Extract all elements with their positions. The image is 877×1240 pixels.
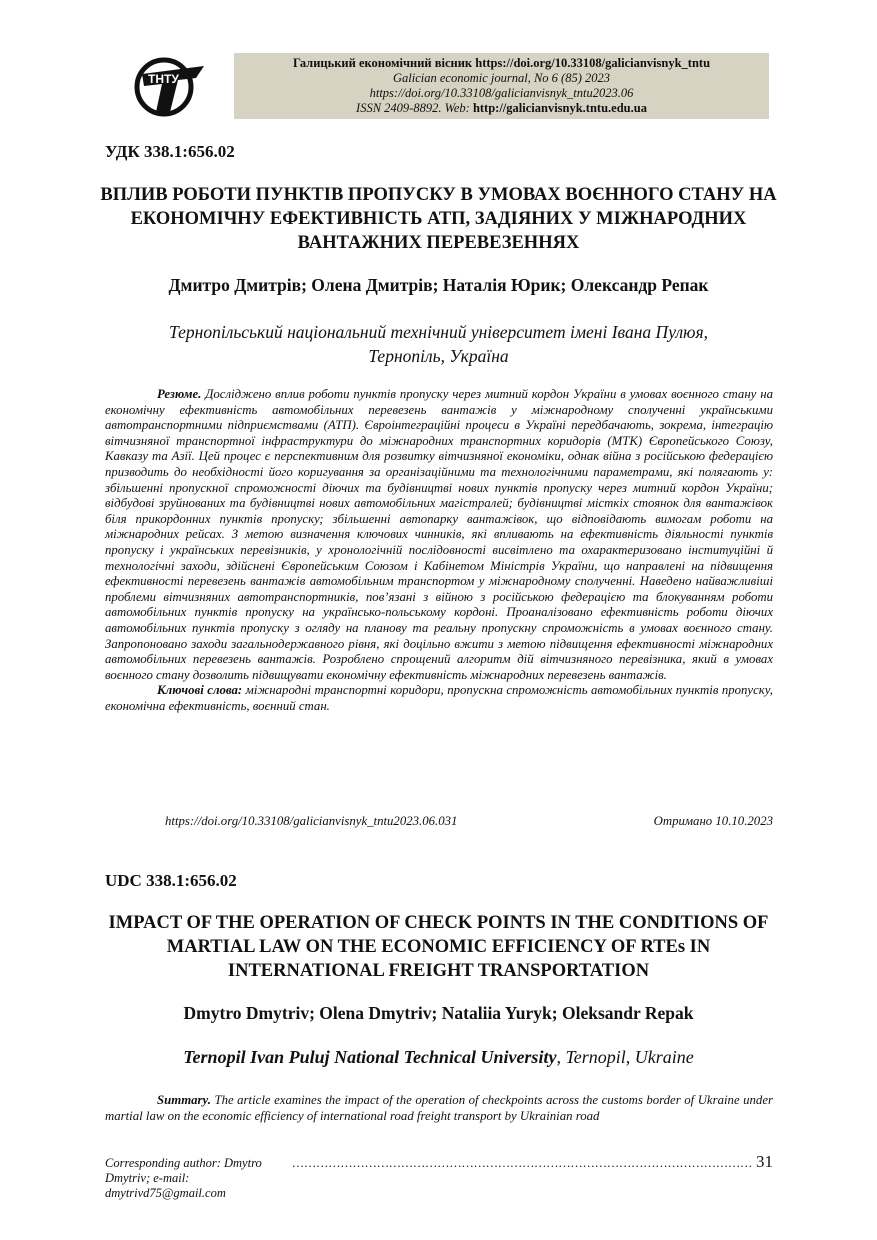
abstract-text: Досліджено вплив роботи пунктів пропуску через митний кордон України в умовах воєнного стану на економічну ефективність автомобільних перевезень вантажів у міжнародному сполученні українськими автотранспортними підприємствами (АТП). Євроінтеграційні процеси в Україні передбачають, зокрема, інтеграцію вітчизняної транспортної інфраструктури до міжнародних транспортних коридорів (МТК) Європейського Союзу, Кавказу та Азії. Цей процес є перспективним для розвитку вітчизняної економіки, однак війна з російською федерацією призводить до необхідності його коригування за організаційними та технологічними параметрами, які полягають у: збільшенні пропускної спроможності діючих та будівництві нових пунктів пропуску через митний кордон України; відбудові зруйнованих та будівництві нових автомобільних магістралей; будівництві місткіх стоянок для вантажівок біля прикордонних пунктів пропуску; збільшенні автопарку вантажівок, що відповідають вимогам роботи на міжнародних рейсах. З метою визначення ключових чинників, які впливають на ефективність діяльності пунктів пропуску і українських перевізників, у хронологічній послідовності висвітлено та охарактеризовано інституційні й технологічні заходи, здійснені Європейським Союзом і Кабінетом Міністрів України, що направлені на підвищення ефективності перевезень вантажів автомобільним транспортом у міжнародному сполученні. Наведено найважливіші проблеми вітчизняних автотранспортників, пов’язані з війною з російською федерацією та блокуванням роботи автомобільних пунктів пропуску на українсько-польському кордоні. Проаналізовано ефективність роботи діючих автомобільних пунктів пропуску з огляду на планову та реальну пропускну спроможність в умовах воєнного стану. Запропоновано заходи загальнодержавного рівня, які доцільно вжити з метою підвищення ефективності міжнародних автомобільних перевезень вантажів. Розроблено спрощений алгоритм дій вітчизняного перевізника, який в умовах воєнного стану дозволить підвищувати економічну ефективність міжнародних перевезень вантажів. — [105, 387, 773, 682]
journal-web-link[interactable]: http://galicianvisnyk.tntu.edu.ua — [472, 101, 647, 115]
leader-dots: …………………………………………………………………………………………………… — [292, 1156, 753, 1170]
received-date: Отримано 10.10.2023 — [653, 814, 773, 828]
keywords-label: Ключові слова: — [157, 683, 243, 698]
journal-line-2: Galician economic journal, No 6 (85) 2023 — [393, 71, 610, 85]
logo-text: ТНТУ — [148, 72, 179, 86]
authors-en: Dmytro Dmytriv; Olena Dmytriv; Nataliia Yuryk; Oleksandr Repak — [183, 1003, 694, 1023]
summary-en — [105, 1092, 773, 1124]
journal-line-3: https://doi.org/10.33108/galicianvisnyk_tntu2023.06 — [369, 86, 634, 100]
corresponding-author: Corresponding author: Dmytro Dmytriv; e-mail: dmytrivd75@gmail.com — [105, 1156, 262, 1200]
title-ua: ВПЛИВ РОБОТИ ПУНКТІВ ПРОПУСКУ В УМОВАХ ВОЄННОГО СТАНУ НА ЕКОНОМІЧНУ ЕФЕКТИВНІСТЬ АТП, ЗАДІЯНИХ У МІЖНАРОДНИХ ВАНТАЖНИХ ПЕРЕВЕЗЕННЯХ — [100, 185, 777, 253]
affiliation-ua: Тернопільський національний технічний університет імені Івана Пулюя, Тернопіль, Україна — [169, 322, 708, 366]
abstract-ua — [105, 387, 773, 714]
affiliation-en: Ternopil Ivan Puluj National Technical University, Ternopil, Ukraine — [183, 1047, 694, 1067]
article-doi[interactable]: https://doi.org/10.33108/galicianvisnyk_tntu2023.06.031 — [165, 814, 458, 828]
summary-text: The article examines the impact of the operation of checkpoints across the customs border of Ukraine under martial law on the economic efficiency of international road freight transport by Ukrainian road — [105, 1093, 773, 1123]
title-en: IMPACT OF THE OPERATION OF CHECK POINTS IN THE CONDITIONS OF MARTIAL LAW ON THE ECONOMIC EFFICIENCY OF RTEs IN INTERNATIONAL FREIGHT TRANSPORTATION — [108, 913, 769, 981]
authors-ua: Дмитро Дмитрів; Олена Дмитрів; Наталія Юрик; Олександр Репак — [168, 275, 709, 295]
journal-header-box — [234, 53, 769, 119]
page-footer — [105, 1152, 773, 1201]
tntu-logo — [134, 52, 210, 118]
journal-line-1: Галицький економічний вісник https://doi.org/10.33108/galicianvisnyk_tntu — [292, 56, 711, 70]
udc-en: UDC 338.1:656.02 — [105, 871, 237, 890]
keywords-text: міжнародні транспортні коридори, пропускна спроможність автомобільних пунктів пропуску, економічна ефективність, воєнний стан. — [105, 683, 774, 713]
abstract-label: Резюме. — [157, 387, 202, 401]
summary-label: Summary. — [157, 1093, 211, 1107]
journal-line-4: ISSN 2409-8892. Web: http://galicianvisnyk.tntu.edu.ua — [356, 101, 647, 115]
page-number: 31 — [756, 1152, 773, 1171]
udc-ua: УДК 338.1:656.02 — [105, 142, 235, 161]
